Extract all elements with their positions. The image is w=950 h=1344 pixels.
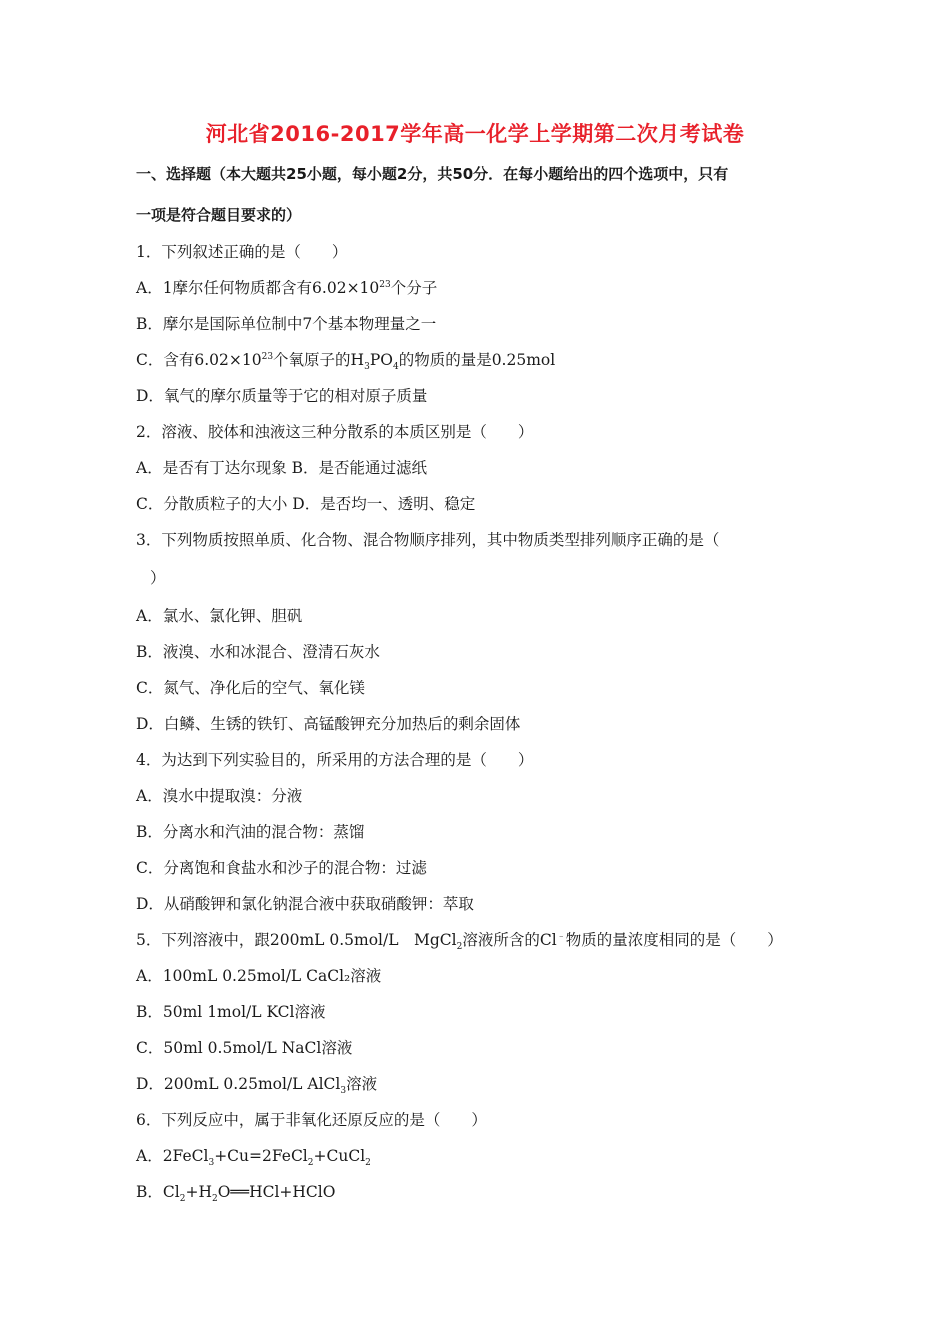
question-1-option-c: C．含有$6.02\times 10^{23}$个氧原子的$H_3PO_4$的物质的量是0.25mol [136,351,556,373]
question-3-option-a: A．氯水、氯化钾、胆矾 [136,607,303,625]
question-4-option-d: D．从硝酸钾和氯化钠混合液中获取硝酸钾：萃取 [136,895,474,913]
exam-title: 河北省2016-2017学年高一化学上学期第二次月考试卷 [205,122,745,146]
section-heading-line1: 一、选择题（本大题共25小题，每小题2分，共50分．在每小题给出的四个选项中，只有 [136,165,729,183]
question-1-option-d: D．氧气的摩尔质量等于它的相对原子质量 [136,387,428,405]
question-3-stem-line2: ） [150,569,166,587]
question-5-stem: 5．下列溶液中，跟200mL 0.5mol/L MgCl$_2$溶液所含的Cl﹣物质的量浓度相同的是（ ） [136,931,783,953]
question-3-option-b: B．液溴、水和冰混合、澄清石灰水 [136,643,380,661]
question-1-stem: 1．下列叙述正确的是（ ） [136,243,348,261]
question-5-option-d: D．200mL 0.25mol/L AlCl$_3$溶液 [136,1075,378,1097]
question-2-options-cd: C．分散质粒子的大小 D．是否均一、透明、稳定 [136,495,476,513]
question-2-stem: 2．溶液、胶体和浊液这三种分散系的本质区别是（ ） [136,423,534,441]
question-4-option-a: A．溴水中提取溴：分液 [136,787,303,805]
question-5-option-a: A．100mL 0.25mol/L CaCl₂溶液 [136,967,382,985]
question-3-stem-line1: 3．下列物质按照单质、化合物、混合物顺序排列，其中物质类型排列顺序正确的是（ [136,531,720,549]
question-4-option-c: C．分离饱和食盐水和沙子的混合物：过滤 [136,859,427,877]
question-6-option-b: B．$Cl_2+H_2O══HCl+HClO$ [136,1183,336,1205]
question-3-option-c: C．氮气、净化后的空气、氧化镁 [136,679,365,697]
section-heading-line2: 一项是符合题目要求的） [136,206,302,224]
question-1-option-b: B．摩尔是国际单位制中7个基本物理量之一 [136,315,437,333]
question-6-stem: 6．下列反应中，属于非氧化还原反应的是（ ） [136,1111,487,1129]
question-4-option-b: B．分离水和汽油的混合物：蒸馏 [136,823,365,841]
question-3-option-d: D．白鳞、生锈的铁钉、高锰酸钾充分加热后的剩余固体 [136,715,521,733]
question-2-options-ab: A．是否有丁达尔现象 B．是否能通过滤纸 [136,459,428,477]
question-5-option-b: B．50ml 1mol/L KCl溶液 [136,1003,326,1021]
question-4-stem: 4．为达到下列实验目的，所采用的方法合理的是（ ） [136,751,534,769]
question-6-option-a: A．2FeCl$_3$+Cu=2FeCl$_2$+CuCl$_2$ [136,1147,371,1169]
question-5-option-c: C．50ml 0.5mol/L NaCl溶液 [136,1039,353,1057]
question-1-option-a: A．1摩尔任何物质都含有$6.02\times 10^{23}$个分子 [136,279,438,297]
